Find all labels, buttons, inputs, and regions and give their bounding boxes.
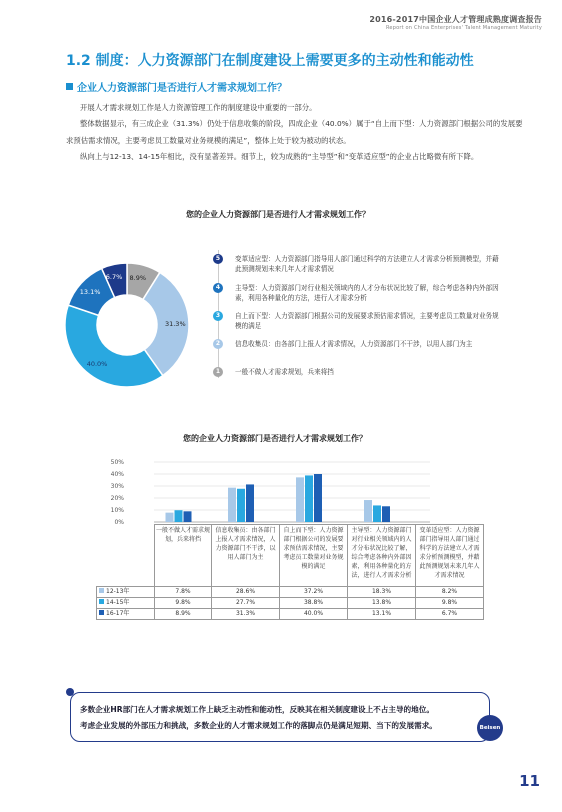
y-tick-label: 40%: [110, 471, 124, 478]
series-name: 14-15年: [106, 599, 130, 606]
bar: [305, 475, 313, 522]
table-category-cell: 一般不做人才需求规划，兵来将挡: [155, 525, 212, 587]
table-cell: 13.8%: [348, 598, 416, 609]
table-corner-cell: [97, 525, 155, 587]
table-series-label: [97, 598, 155, 609]
table-cell: 8.9%: [155, 609, 212, 620]
callout-line-1: 多数企业HR部门在人才需求规划工作上缺乏主动性和能动性，反映其在相关制度建设上不占主导的地位。: [80, 705, 434, 714]
table-category-row: [97, 525, 484, 587]
y-tick-label: 30%: [110, 483, 124, 490]
bar: [228, 488, 236, 522]
table-row: [97, 587, 484, 598]
donut-slice-label: 8.9%: [129, 273, 147, 282]
table-cell: 38.8%: [280, 598, 348, 609]
bar: [296, 477, 304, 522]
y-tick-label: 10%: [110, 507, 124, 514]
bar: [166, 513, 174, 522]
table-series-label: [97, 587, 155, 598]
legend-swatch-icon: [99, 599, 104, 604]
donut-slice-label: 31.3%: [164, 319, 186, 328]
legend-number-icon: 5: [213, 254, 223, 264]
table-cell: 28.6%: [212, 587, 280, 598]
y-tick-label: 50%: [110, 459, 124, 466]
callout-text: [80, 702, 490, 734]
subsection-label: 企业人力资源部门是否进行人才需求规划工作？: [77, 83, 287, 94]
legend-swatch-icon: [99, 610, 104, 615]
table-category-cell: 信息收集员：由各部门上报人才需求情况，人力资源部门不干涉，以用人部门为主: [212, 525, 280, 587]
table-category-cell: 变革适应型：人力资源部门指导用人部门通过科学的方法建立人才需求分析预测模型，并藉此预测规划未来几年人才需求情况: [416, 525, 484, 587]
table-cell: 9.8%: [416, 598, 484, 609]
y-tick-label: 20%: [110, 495, 124, 502]
table-cell: 40.0%: [280, 609, 348, 620]
legend-text: 主导型：人力资源部门对行业相关领域内的人才分布状况比较了解，综合考虑各种内外部因素，利用各种量化的方法，进行人才需求分析: [235, 284, 499, 302]
y-tick-label: 0%: [114, 519, 124, 524]
legend-text: 变革适应型：人力资源部门指导用人部门通过科学的方法建立人才需求分析预测模型，并藉此预测规划未来几年人才需求情况: [235, 255, 499, 273]
table-cell: 37.2%: [280, 587, 348, 598]
bar: [364, 500, 372, 522]
table-cell: 27.7%: [212, 598, 280, 609]
bar: [373, 505, 381, 522]
table-series-label: [97, 609, 155, 620]
paragraph-3: 纵向上与12-13、14-15年相比，没有显著差异。细节上，较为成熟的“主导型”和“变革适应型”的企业占比略微有所下降。: [80, 152, 479, 161]
page-number: 11: [519, 772, 540, 790]
report-title: 2016-2017中国企业人才管理成熟度调查报告: [369, 15, 542, 24]
table-row: [97, 598, 484, 609]
bar: [175, 510, 183, 522]
bar-chart-data-table: [96, 524, 484, 620]
table-category-cell: 主导型：人力资源部门对行业相关领域内的人才分布状况比较了解，综合考虑各种内外部因素，利用各种量化的方法，进行人才需求分析: [348, 525, 416, 587]
table-cell: 7.8%: [155, 587, 212, 598]
legend-number-icon: 4: [213, 283, 223, 293]
report-subtitle: Report on China Enterprises' Talent Management Maturity: [385, 25, 542, 31]
beisen-logo-icon: Beisen: [477, 715, 503, 741]
table-cell: 13.1%: [348, 609, 416, 620]
square-bullet-icon: [66, 83, 73, 90]
bar: [184, 511, 192, 522]
table-cell: 9.8%: [155, 598, 212, 609]
table-cell: 18.3%: [348, 587, 416, 598]
legend-text: 自上而下型：人力资源部门根据公司的发展要求预估需求情况，主要考虑员工数量对业务规模的满足: [235, 312, 499, 330]
bar-chart-title: 您的企业人力资源部门是否进行人才需求规划工作？: [183, 434, 367, 443]
bar: [237, 489, 245, 522]
donut-slice-label: 40.0%: [86, 360, 108, 369]
section-title: 1.2 制度：人力资源部门在制度建设上需要更多的主动性和能动性: [66, 53, 474, 69]
bar: [314, 474, 322, 522]
legend-number-icon: 2: [213, 339, 223, 349]
donut-slice-label: 13.1%: [79, 288, 101, 297]
legend-number-icon: 3: [213, 311, 223, 321]
table-cell: 8.2%: [416, 587, 484, 598]
series-name: 12-13年: [106, 588, 130, 595]
donut-chart-title: 您的企业人力资源部门是否进行人才需求规划工作？: [186, 210, 370, 219]
series-name: 16-17年: [106, 610, 130, 617]
bar: [382, 506, 390, 522]
legend-text: 一般不做人才需求规划，兵来将挡: [235, 368, 334, 376]
bar: [246, 484, 254, 522]
paragraph-2: 整体数据显示，有三成企业（31.3%）仍处于信息收集的阶段，四成企业（40.0%）属于“自上而下型：人力资源部门根据公司的发展要求预估需求情况，主要考虑员工数量对业务规模的满足”，整体上处于较为被动的状态。: [66, 119, 523, 145]
donut-slice-label: 6.7%: [105, 273, 123, 282]
legend-text: 信息收集员：由各部门上报人才需求情况，人力资源部门不干涉，以用人部门为主: [235, 340, 473, 348]
bar-chart: [100, 458, 430, 524]
subsection-title: [66, 79, 287, 94]
legend-number-icon: 1: [213, 367, 223, 377]
paragraph-1: 开展人才需求规划工作是人力资源管理工作的制度建设中重要的一部分。: [80, 103, 317, 112]
table-cell: 31.3%: [212, 609, 280, 620]
callout-line-2: 考虑企业发展的外部压力和挑战，多数企业的人才需求规划工作的落脚点仍是满足短期、当下的发展需求。: [80, 721, 437, 730]
legend-swatch-icon: [99, 588, 104, 593]
table-category-cell: 自上而下型：人力资源部门根据公司的发展要求预估需求情况，主要考虑员工数量对业务规模的满足: [280, 525, 348, 587]
table-cell: 6.7%: [416, 609, 484, 620]
table-row: [97, 609, 484, 620]
